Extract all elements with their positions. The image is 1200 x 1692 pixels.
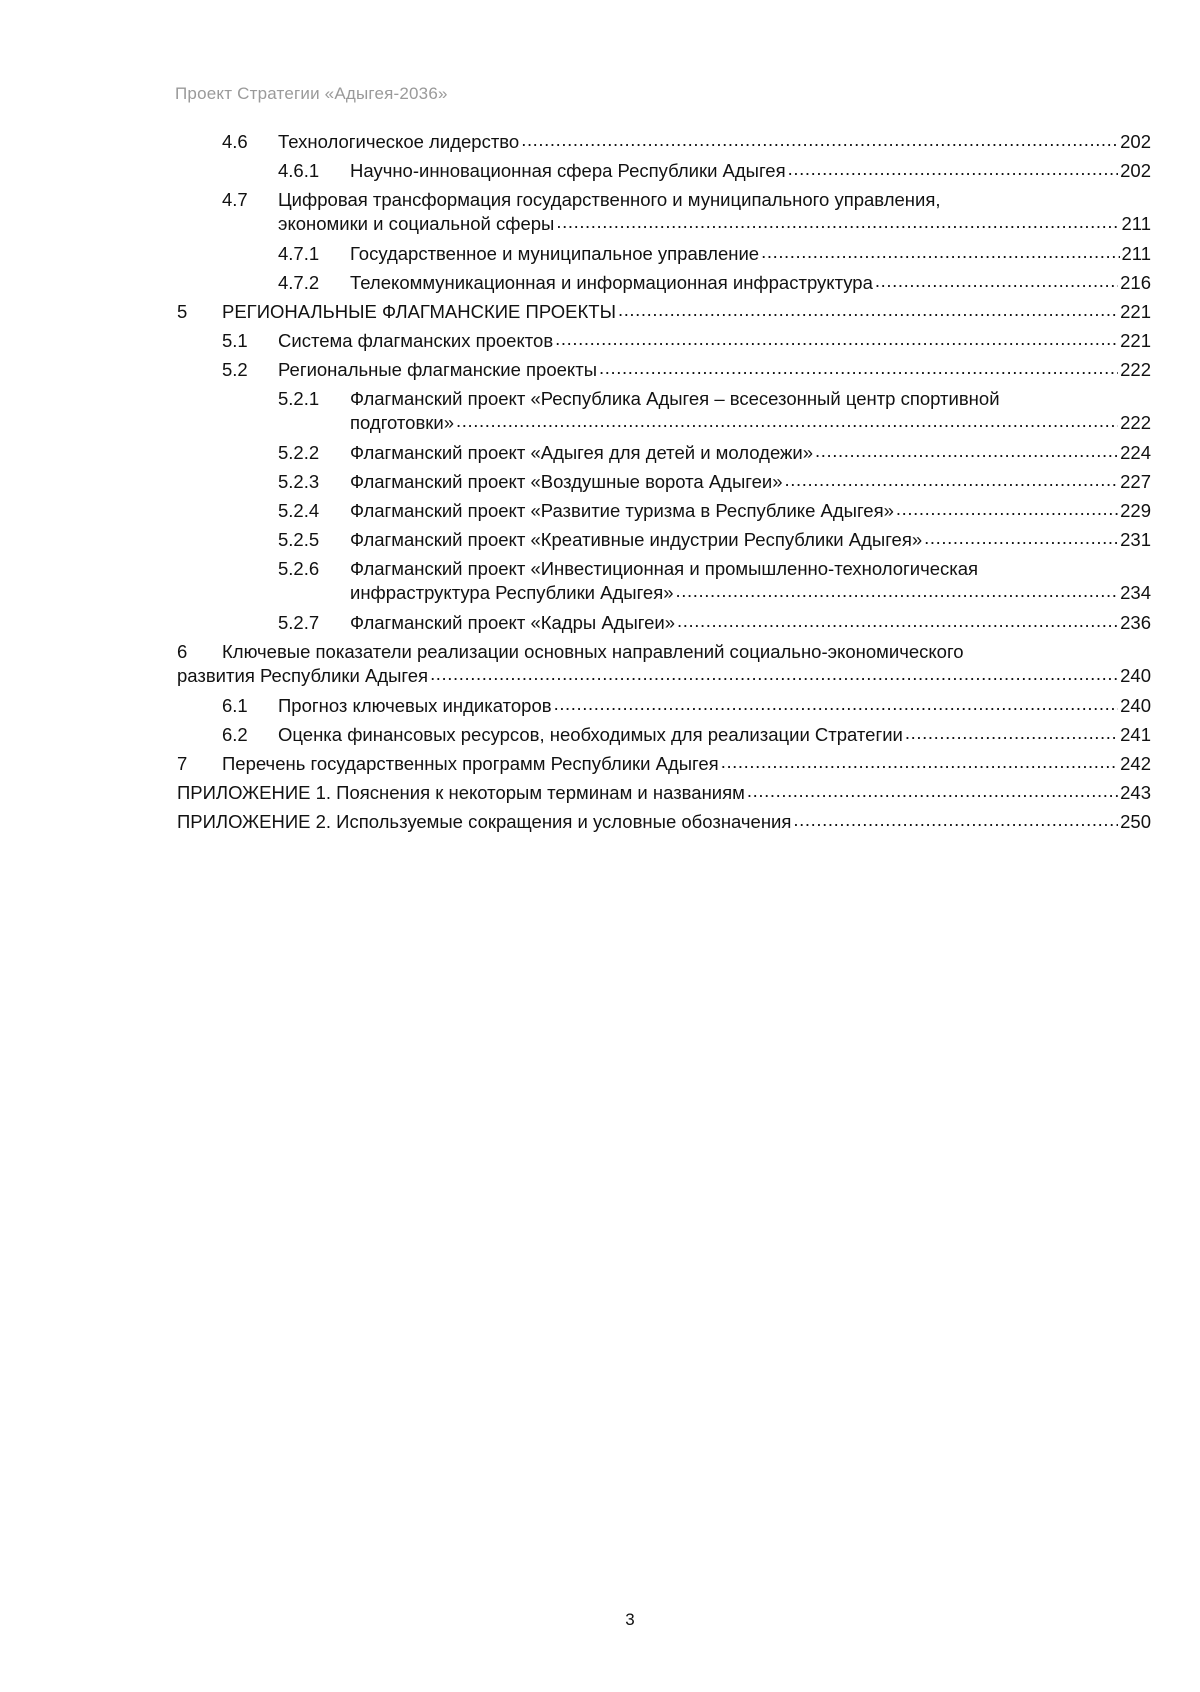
toc-dot-leader [747,780,1118,802]
toc-entry-number: 4.6 [222,131,248,152]
toc-entry-number: 4.6.1 [278,160,320,181]
toc-entry-title: Государственное и муниципальное управление [350,243,760,264]
toc-entry-number: 4.7.1 [278,243,320,264]
toc-entry-page: 222 [1120,359,1151,380]
toc-entry-number: 5.2.7 [278,612,320,633]
toc-entry-title: подготовки» [350,412,455,433]
toc-entry-page: 202 [1120,131,1151,152]
toc-entry-page: 211 [1121,213,1151,234]
toc-entry-page: 227 [1120,471,1151,492]
toc-dot-leader [555,328,1118,350]
toc-entry-title-line1: Ключевые показатели реализации основных направлений социально-экономического [222,641,964,662]
toc-dot-leader [618,299,1118,321]
toc-entry-number: 6 [177,641,188,662]
toc-dot-leader [788,158,1119,180]
toc-entry-title: ПРИЛОЖЕНИЕ 2. Используемые сокращения и условные обозначения [177,811,792,832]
toc-entry-title: Флагманский проект «Креативные индустрии Республики Адыгея» [350,529,923,550]
toc-entry-page: 240 [1120,695,1151,716]
toc-entry-title: ПРИЛОЖЕНИЕ 1. Пояснения к некоторым терминам и названиям [177,782,745,803]
toc-dot-leader [785,469,1119,491]
toc-entry-title: Флагманский проект «Адыгея для детей и молодежи» [350,442,814,463]
toc-entry-number: 5.2.2 [278,442,320,463]
toc-entry-title: Флагманский проект «Кадры Адыгеи» [350,612,676,633]
toc-entry-page: 222 [1120,412,1151,433]
toc-dot-leader [430,663,1118,685]
toc-entry-number: 5.1 [222,330,248,351]
toc-dot-leader [554,693,1119,715]
toc-entry-page: 211 [1121,243,1151,264]
toc-dot-leader [599,357,1118,379]
toc-dot-leader [721,751,1118,773]
toc-entry-title: Технологическое лидерство [278,131,520,152]
toc-entry-title: Перечень государственных программ Республики Адыгея [222,753,719,774]
toc-entry-number: 6.1 [222,695,248,716]
toc-entry-number: 5.2 [222,359,248,380]
toc-entry-title: инфраструктура Республики Адыгея» [350,582,674,603]
toc-entry-page: 224 [1120,442,1151,463]
toc-entry-page: 221 [1120,301,1151,322]
toc-entry-title: РЕГИОНАЛЬНЫЕ ФЛАГМАНСКИЕ ПРОЕКТЫ [222,301,616,322]
toc-entry-page: 243 [1120,782,1151,803]
toc-entry-number: 6.2 [222,724,248,745]
toc-entry-title: Региональные флагманские проекты [278,359,597,380]
toc-entry-title: Флагманский проект «Развитие туризма в Республике Адыгея» [350,500,894,521]
toc-entry-number: 5.2.6 [278,558,320,579]
toc-entry-page: 241 [1120,724,1151,745]
toc-dot-leader [896,498,1118,520]
toc-dot-leader [875,270,1118,292]
toc-dot-leader [924,527,1118,549]
toc-entry-number: 7 [177,753,188,774]
toc-entry-page: 202 [1120,160,1151,181]
toc-dot-leader [456,410,1118,432]
toc-entry-page: 236 [1120,612,1151,633]
toc-entry-title: Научно-инновационная сфера Республики Адыгея [350,160,786,181]
toc-dot-leader [761,241,1119,263]
toc-entry-page: 229 [1120,500,1151,521]
toc-entry-number: 5.2.5 [278,529,320,550]
toc-entry-title-line1: Флагманский проект «Инвестиционная и промышленно-технологическая [350,558,979,579]
toc-entry-title: Телекоммуникационная и информационная инфраструктура [350,272,873,293]
toc-entry-number: 4.7.2 [278,272,320,293]
toc-entry-title: Система флагманских проектов [278,330,554,351]
toc-entry-page: 216 [1120,272,1151,293]
toc-entry-number: 5.2.1 [278,388,320,409]
page-number: 3 [625,1610,635,1629]
toc-entry-number: 5.2.3 [278,471,320,492]
toc-entry-number: 5.2.4 [278,500,320,521]
toc-entry-title-line1: Цифровая трансформация государственного и муниципального управления, [278,189,941,210]
document-header: Проект Стратегии «Адыгея-2036» [175,84,448,103]
toc-dot-leader [815,440,1118,462]
toc-entry-page: 250 [1120,811,1151,832]
toc-dot-leader [793,809,1118,831]
toc-dot-leader [521,129,1118,151]
toc-entry-number: 4.7 [222,189,248,210]
toc-dot-leader [676,580,1119,602]
toc-entry-title: развития Республики Адыгея [177,665,429,686]
toc-entry-page: 234 [1120,582,1151,603]
toc-entry-number: 5 [177,301,188,322]
toc-entry-page: 231 [1120,529,1151,550]
toc-entry-title: Прогноз ключевых индикаторов [278,695,552,716]
toc-entry-page: 242 [1120,753,1151,774]
toc-entry-title-line1: Флагманский проект «Республика Адыгея – всесезонный центр спортивной [350,388,1000,409]
toc-entry-title: Флагманский проект «Воздушные ворота Адыгеи» [350,471,783,492]
toc-entry-page: 221 [1120,330,1151,351]
toc-entry-title: Оценка финансовых ресурсов, необходимых для реализации Стратегии [278,724,903,745]
toc-dot-leader [677,610,1118,632]
toc-dot-leader [556,211,1119,233]
toc-entry-title: экономики и социальной сферы [278,213,555,234]
toc-dot-leader [905,722,1118,744]
toc-entry-page: 240 [1120,665,1151,686]
